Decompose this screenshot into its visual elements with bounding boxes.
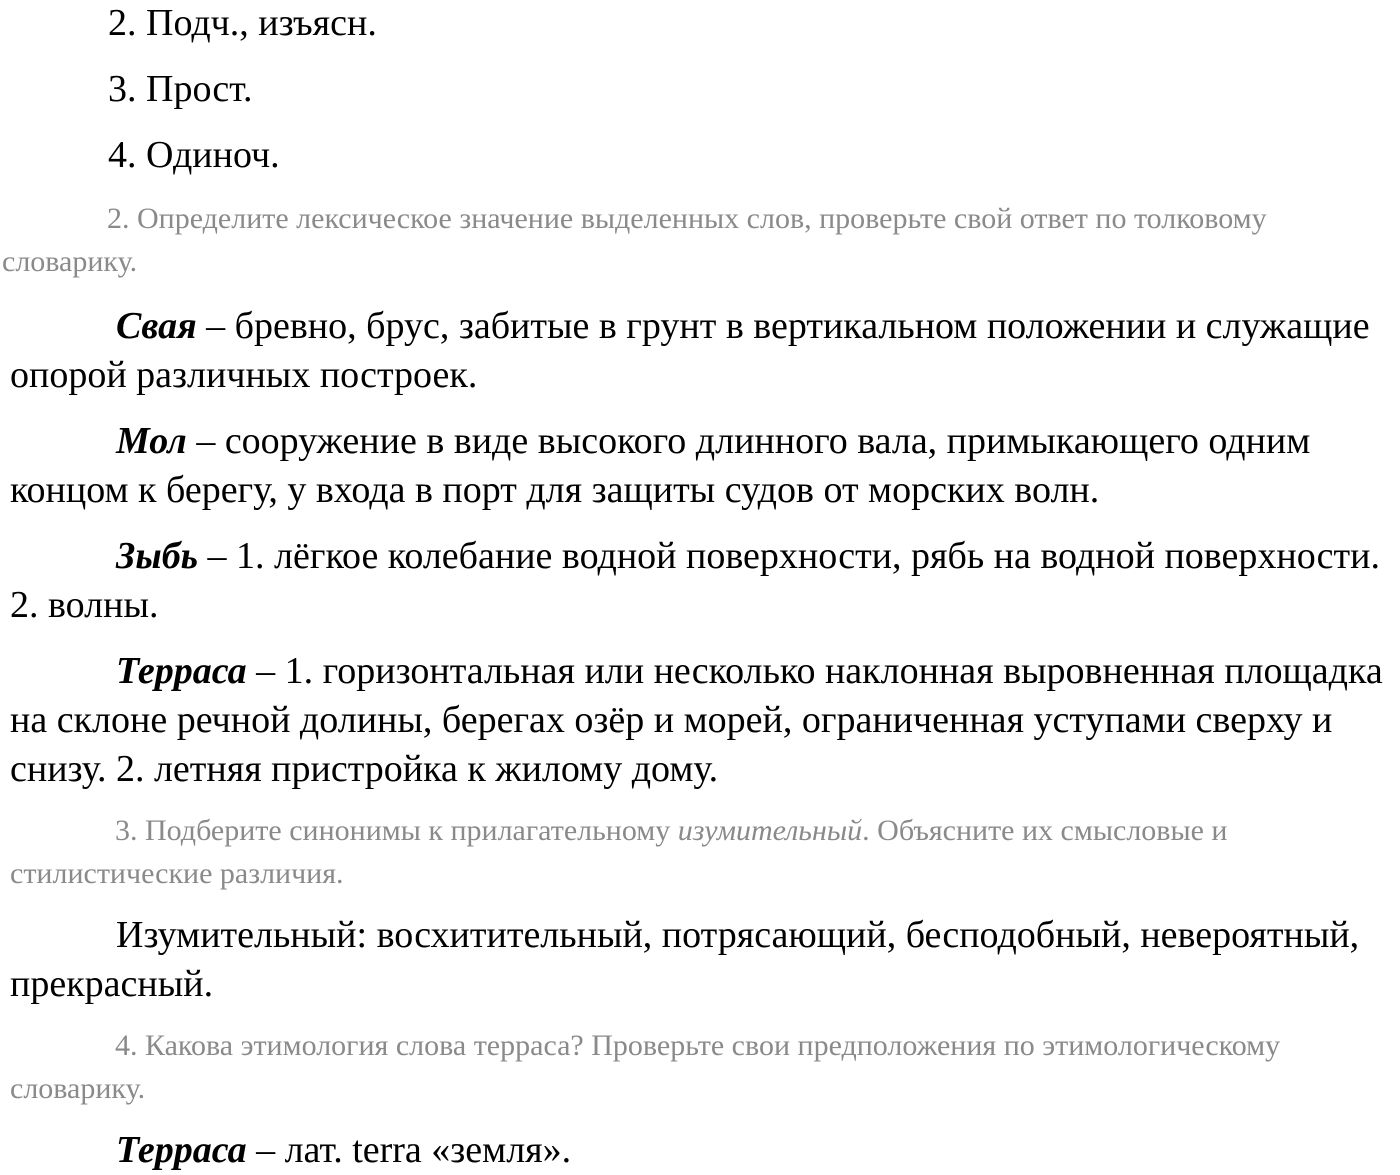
answer-item-2: 2. Подч., изъясн. bbox=[108, 2, 377, 44]
etymology-term: Терраса bbox=[116, 1129, 247, 1171]
task-4-text: 4. Какова этимология слова терраса? Проверьте свои предположения по этимологическому словарику. bbox=[10, 1029, 1281, 1105]
definition-term: Зыбь bbox=[116, 535, 199, 577]
task-3-text-after: . Объясните их смысловые и стилистические различия. bbox=[10, 814, 1228, 890]
etymology-text: – лат. terra «земля». bbox=[246, 1129, 572, 1171]
definition-svaya bbox=[10, 302, 1385, 400]
definition-term: Свая bbox=[116, 305, 197, 347]
answer-item-3: 3. Прост. bbox=[108, 68, 253, 110]
task-3-word: изумительный bbox=[677, 814, 863, 847]
definition-mol bbox=[10, 417, 1385, 515]
definition-text: – 1. лёгкое колебание водной поверхности, рябь на водной поверхности. 2. волны. bbox=[10, 535, 1380, 626]
synonyms-answer bbox=[10, 911, 1385, 1009]
synonyms-text: Изумительный: восхитительный, потрясающий, бесподобный, невероятный, прекрасный. bbox=[10, 914, 1360, 1005]
definition-terrasa bbox=[10, 647, 1385, 794]
definition-text: – 1. горизонтальная или несколько наклонная выровненная площадка на склоне речной долины, берегах озёр и морей, ограниченная уступами сверху и снизу. 2. летняя пристройка к жилому дому. bbox=[10, 650, 1383, 790]
definition-text: – сооружение в виде высокого длинного вала, примыкающего одним концом к берегу, у входа в порт для защиты судов от морских волн. bbox=[10, 420, 1311, 511]
answer-item-4: 4. Одиноч. bbox=[108, 134, 280, 176]
task-4-question bbox=[10, 1024, 1380, 1110]
task-2-question bbox=[2, 197, 1372, 283]
task-3-question bbox=[10, 809, 1380, 895]
task-3-text-before: 3. Подберите синонимы к прилагательному bbox=[115, 814, 678, 847]
definition-term: Мол bbox=[116, 420, 187, 462]
definition-zyb bbox=[10, 532, 1385, 630]
definition-term: Терраса bbox=[116, 650, 247, 692]
definition-text: – бревно, брус, забитые в грунт в вертикальном положении и служащие опорой различных построек. bbox=[10, 305, 1370, 396]
task-2-text: 2. Определите лексическое значение выделенных слов, проверьте свой ответ по толковому словарику. bbox=[2, 202, 1267, 278]
etymology-answer bbox=[10, 1126, 1385, 1175]
